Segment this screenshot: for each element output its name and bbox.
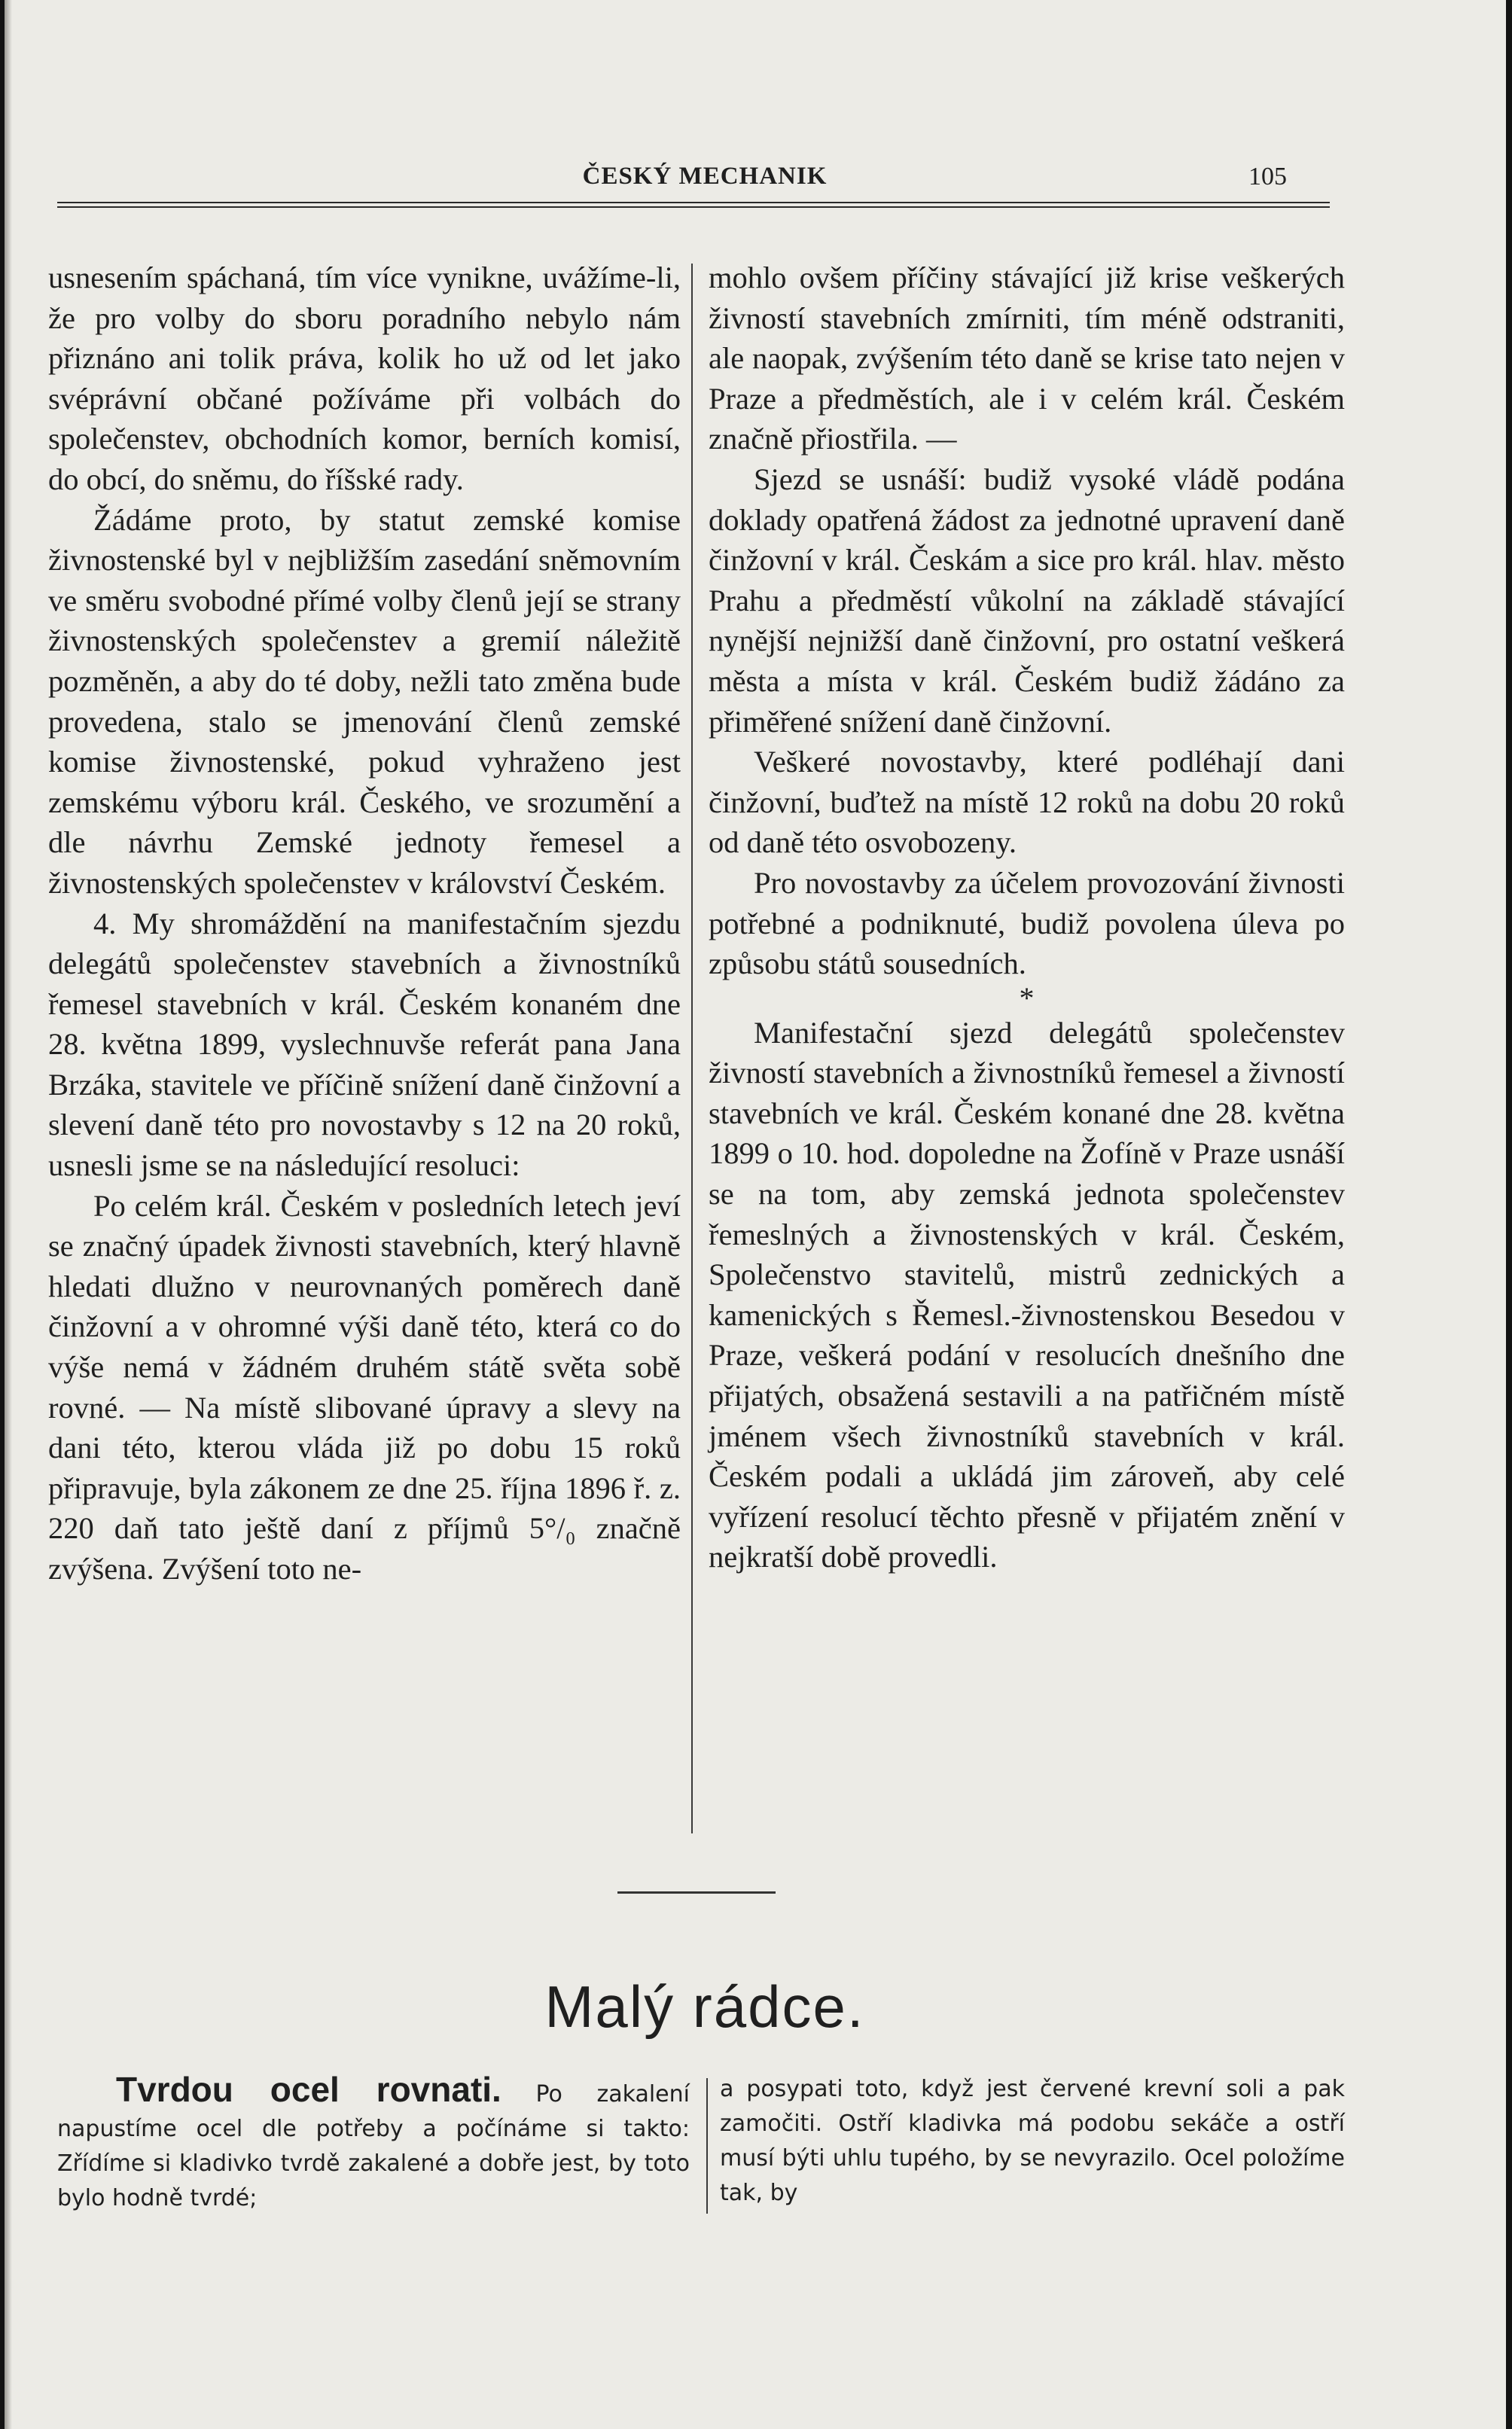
running-header-title: ČESKÝ MECHANIK <box>582 163 828 190</box>
section-asterisk: * <box>1019 980 1035 1015</box>
paragraph: Po celém král. Českém v posledních letech jeví se značný úpadek živnosti stavebních, který hlavně hledati dlužno v neurovnaných poměrech daně činžovní a v ohromné výši daně této, která co do výše nemá v žádném druhém státě světa sobě rovné. — Na místě slibované úpravy a slevy na dani této, kterou vláda již po dobu 15 roků připravuje, byla zákonem ze dne 25. října 1896 ř. z. 220 daň tato ještě daní z příjmů 5°/₀ značně zvýšena. Zvýšení toto ne- <box>48 1188 681 1586</box>
paragraph <box>57 2072 690 2216</box>
section-title: Malý rádce. <box>544 1973 865 2040</box>
paragraph: usnesením spáchaná, tím více vynikne, uvážíme-li, že pro volby do sboru poradního nebylo nám přiznáno ani tolik práva, kolik ho už od let jako svéprávní občané požíváme při volbách do společenstev, obchodních komor, berních komisí, do obcí, do sněmu, do říšské rady. <box>48 261 681 496</box>
paragraph: Veškeré novostavby, které podléhají dani činžovní, buďtež na místě 12 roků na dobu 20 roků od daně této osvobozeny. <box>709 745 1345 860</box>
document-page <box>5 0 1506 2429</box>
bottom-left-column <box>57 2072 690 2216</box>
paragraph: a posypati toto, když jest červené krevní soli a pak zamočiti. Ostří kladivka má podobu sekáče a ostří musí býti uhlu tupého, by se nevyrazilo. Ocel položíme tak, by <box>720 2076 1345 2206</box>
column-divider <box>706 2078 708 2214</box>
column-divider <box>691 264 693 1833</box>
section-separator-rule <box>617 1891 776 1894</box>
right-column <box>709 258 1345 1577</box>
paragraph: Pro novostavby za účelem provozování živnosti potřebné a podniknuté, budiž povolena úleva po způsobu států sousedních. <box>709 865 1345 981</box>
paragraph: mohlo ovšem příčiny stávající již krise veškerých živností stavebních zmírniti, tím méně odstraniti, ale naopak, zvýšením této daně se krise tato nejen v Praze a předměstích, ale i v celém král. Českém značně přiostřila. — <box>709 261 1345 456</box>
paragraph: Žádáme proto, by statut zemské komise živnostenské byl v nejbližším zasedání sněmovním ve směru svobodné přímé volby členů její se strany živnostenských společenstev a gremií náležitě pozměněn, a aby do té doby, nežli tato změna bude provedena, stalo se jmenování členů zemské komise živnostenské, pokud vyhraženo jest zemskému výboru král. Českého, ve srozumění a dle návrhu Zemské jednoty řemesel a živnostenských společenstev v království Českém. <box>48 502 681 900</box>
paragraph: 4. My shromáždění na manifestačním sjezdu delegátů společenstev stavebních a živnostníků řemesel stavebních v král. Českém konaném dne 28. května 1899, vyslechnuvše referát pana Jana Brzáka, stavitele ve příčině snížení daně činžovní a slevení daně této pro novostavby s 12 na 20 roků, usnesli jsme se na následující resoluci: <box>48 906 681 1183</box>
article-text: Po zakalení napustíme ocel dle potřeby a počínáme si takto: Zřídíme si kladivko tvrdě zakalené a dobře jest, by toto bylo hodně tvrdé; <box>57 2081 690 2211</box>
header-rule <box>57 202 1330 208</box>
paragraph: Manifestační sjezd delegátů společenstev živností stavebních a živnostníků řemesel a živností stavebních ve král. Českém konané dne 28. května 1899 o 10. hod. dopoledne na Žofíně v Praze usnáší se na tom, aby zemská jednota společenstev řemeslných a živnostenských v král. Českém, Společenstvo stavitelů, mistrů zednických a kamenických s Řemesl.-živnostenskou Besedou v Praze, veškerá podání v resolucích dnešního dne přijatých, obsažená sestavili a na patřičném místě jménem všech živnostníků stavebních v král. Českém podali a ukládá jim zároveň, aby celé vyřízení resolucí těchto přesně v přijatém znění v nejkratší době provedli. <box>709 1015 1345 1574</box>
article-lead-heading: Tvrdou ocel rovnati. <box>116 2070 501 2109</box>
left-column <box>48 258 681 1589</box>
page-number: 105 <box>1248 163 1287 190</box>
bottom-right-column <box>720 2072 1345 2211</box>
paragraph: Sjezd se usnáší: budiž vysoké vládě podána doklady opatřená žádost za jednotné upravení daně činžovní v král. Českám a sice pro král. hlav. město Prahu a předměstí vůkolní na základě stávající nynější nejnižší daně činžovní, pro ostatní veškerá města a místa v král. Českém budiž žádáno za přiměřené snížení daně činžovní. <box>709 462 1345 739</box>
